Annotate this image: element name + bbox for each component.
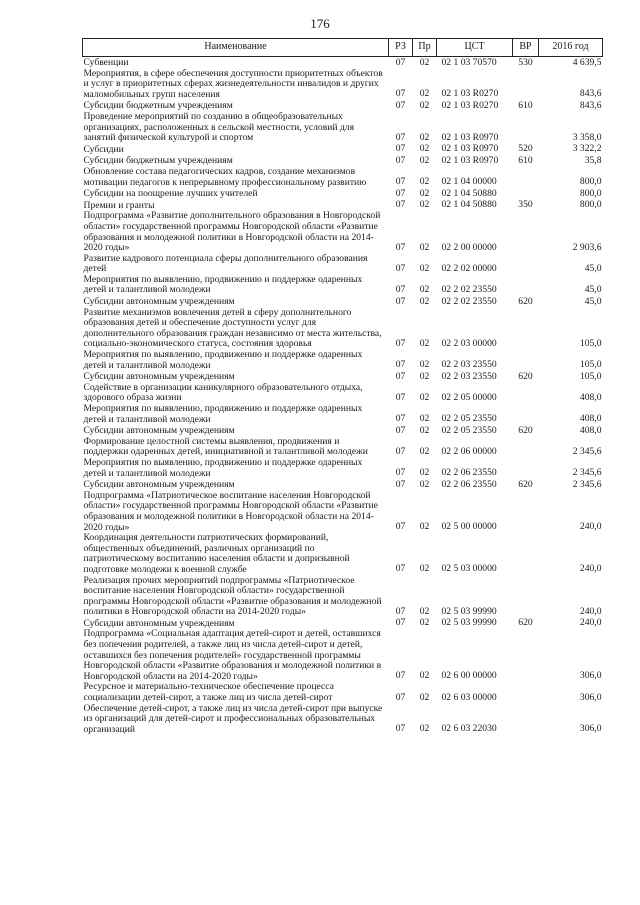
row-sum: 408,0 — [579, 424, 602, 436]
row-vr: 610 — [518, 154, 533, 166]
table-body — [83, 57, 603, 736]
row-cst: 02 2 05 23550 — [441, 413, 497, 425]
row-rz: 07 — [395, 99, 406, 111]
row-vr — [513, 629, 539, 682]
table-row — [83, 576, 603, 618]
row-name: Субсидии автономным учреждениям — [83, 617, 235, 629]
row-sum: 240,0 — [579, 617, 602, 629]
row-name: Субсидии автономным учреждениям — [83, 479, 235, 491]
row-name: Развитие механизмов вовлечения детей в сферу дополнительного образования детей и обеспечение доступности услуг для дополнительного образования граждан независимо от места жительства, социально-экономического статуса, состояния здоровья — [83, 306, 382, 350]
page-number: 176 — [310, 16, 330, 31]
table-row — [83, 167, 603, 188]
row-pr: 02 — [419, 199, 430, 211]
row-vr — [513, 275, 539, 296]
row-sum: 800,0 — [579, 187, 602, 199]
row-sum: 2 345,6 — [572, 467, 602, 479]
row-rz: 07 — [395, 521, 406, 533]
row-pr: 02 — [419, 262, 430, 274]
row-vr — [513, 188, 539, 200]
row-rz: 07 — [395, 154, 406, 166]
row-sum: 240,0 — [579, 605, 602, 617]
row-rz: 07 — [395, 262, 406, 274]
row-rz: 07 — [395, 359, 406, 371]
row-name: Субсидии на поощрение лучших учителей — [83, 188, 258, 200]
row-cst: 02 1 03 R0970 — [441, 143, 499, 155]
row-rz: 07 — [395, 563, 406, 575]
row-sum: 2 345,6 — [572, 445, 602, 457]
row-cst: 02 2 06 00000 — [441, 445, 497, 457]
table-row — [83, 112, 603, 144]
row-cst: 02 6 03 00000 — [441, 691, 497, 703]
row-rz: 07 — [395, 691, 406, 703]
row-sum: 2 903,6 — [572, 241, 602, 253]
row-name: Реализация прочих мероприятий подпрограммы «Патриотическое воспитание населения Новгородской области» государственной программы Новгородской области «Развитие образования и молодежной политики в Новгородской области на 2014-2020 годы» — [83, 574, 382, 618]
table-row — [83, 404, 603, 425]
row-pr: 02 — [419, 99, 430, 111]
table-row — [83, 254, 603, 275]
row-vr — [513, 458, 539, 479]
row-pr: 02 — [419, 154, 430, 166]
row-pr: 02 — [419, 176, 430, 188]
row-sum: 240,0 — [579, 521, 602, 533]
row-name: Субсидии — [83, 143, 124, 155]
row-cst: 02 1 04 00000 — [441, 176, 497, 188]
row-cst: 02 1 03 R0270 — [441, 88, 499, 100]
row-rz: 07 — [395, 478, 406, 490]
row-cst: 02 5 03 99990 — [441, 617, 497, 629]
row-rz: 07 — [395, 337, 406, 349]
row-pr: 02 — [419, 283, 430, 295]
row-vr — [513, 682, 539, 703]
table-row — [83, 57, 603, 69]
row-cst: 02 2 02 23550 — [441, 295, 497, 307]
row-rz: 07 — [395, 295, 406, 307]
table-header — [83, 39, 603, 57]
row-name: Подпрограмма «Развитие дополнительного образования в Новгородской области» государственной программы Новгородской области «Развитие образования и молодежной политики в Новгородской области на 2014-2020 годы» — [83, 210, 381, 254]
table-row — [83, 188, 603, 200]
row-sum: 4 639,5 — [572, 56, 602, 68]
row-name: Формирование целостной системы выявления, продвижения и поддержки одаренных детей, инициативной и талантливой молодежи — [83, 435, 368, 458]
table-row — [83, 479, 603, 491]
row-cst: 02 2 05 00000 — [441, 391, 497, 403]
row-rz: 07 — [395, 176, 406, 188]
table-row — [83, 211, 603, 253]
row-vr: 530 — [518, 56, 533, 68]
row-cst: 02 1 04 50880 — [441, 187, 497, 199]
header-rz: РЗ — [389, 39, 413, 57]
table-row — [83, 533, 603, 575]
row-rz: 07 — [395, 199, 406, 211]
row-cst: 02 2 03 23550 — [441, 370, 497, 382]
table-row — [83, 69, 603, 101]
row-name: Мероприятия по выявлению, продвижению и поддержке одаренных детей и талантливой молодежи — [83, 273, 363, 296]
header-row — [83, 39, 603, 57]
row-rz: 07 — [395, 413, 406, 425]
row-vr — [513, 383, 539, 404]
row-rz: 07 — [395, 56, 406, 68]
row-pr: 02 — [419, 605, 430, 617]
row-name: Обновление состава педагогических кадров, создание механизмов мотивации педагогов к непрерывному профессиональному развитию — [83, 165, 367, 188]
row-rz: 07 — [395, 617, 406, 629]
row-cst: 02 5 00 00000 — [441, 521, 497, 533]
row-sum: 306,0 — [579, 723, 602, 735]
table-row — [83, 144, 603, 156]
row-cst: 02 2 02 23550 — [441, 283, 497, 295]
header-sum: 2016 год — [539, 39, 603, 57]
row-sum: 843,6 — [579, 99, 602, 111]
row-pr: 02 — [419, 563, 430, 575]
row-name: Субсидии бюджетным учреждениям — [83, 155, 233, 167]
row-rz: 07 — [395, 241, 406, 253]
row-cst: 02 5 03 00000 — [441, 563, 497, 575]
row-rz: 07 — [395, 670, 406, 682]
row-pr: 02 — [419, 723, 430, 735]
row-pr: 02 — [419, 187, 430, 199]
header-name: Наименование — [83, 39, 389, 57]
row-pr: 02 — [419, 521, 430, 533]
row-name: Премии и гранты — [83, 199, 155, 211]
row-name: Ресурсное и материально-техническое обеспечение процесса социализации детей-сирот, а также лиц из числа детей-сирот — [83, 681, 334, 704]
row-name: Субсидии автономным учреждениям — [83, 296, 235, 308]
row-name: Субсидии автономным учреждениям — [83, 425, 235, 437]
row-vr — [513, 112, 539, 144]
row-sum: 105,0 — [579, 359, 602, 371]
row-rz: 07 — [395, 143, 406, 155]
row-pr: 02 — [419, 445, 430, 457]
row-pr: 02 — [419, 424, 430, 436]
table-row — [83, 458, 603, 479]
row-pr: 02 — [419, 413, 430, 425]
row-rz: 07 — [395, 283, 406, 295]
header-vr: ВР — [513, 39, 539, 57]
row-vr — [513, 704, 539, 736]
row-cst: 02 2 06 23550 — [441, 467, 497, 479]
row-vr — [513, 308, 539, 350]
row-name: Координация деятельности патриотических формирований, общественных объединений, различных организаций по патриотическому воспитанию населения области и допризывной подготовке молодежи к военной службе — [83, 532, 350, 575]
row-pr: 02 — [419, 241, 430, 253]
row-sum: 408,0 — [579, 413, 602, 425]
row-rz: 07 — [395, 445, 406, 457]
table-row — [83, 682, 603, 703]
row-rz: 07 — [395, 723, 406, 735]
row-cst: 02 2 00 00000 — [441, 241, 497, 253]
row-pr: 02 — [419, 88, 430, 100]
table-row — [83, 296, 603, 308]
row-name: Подпрограмма «Социальная адаптация детей-сирот и детей, оставшихся без попечения родителей, а также лиц из числа детей-сирот и детей, оставшихся без попечения родителей» государственной программы Новгородской области «Развитие образования и молодежной политики в Новгородской области на 2014-2020 годы» — [83, 628, 382, 682]
header-cst: ЦСТ — [437, 39, 513, 57]
row-vr — [513, 437, 539, 458]
row-vr: 620 — [518, 370, 533, 382]
table-row — [83, 437, 603, 458]
row-pr: 02 — [419, 391, 430, 403]
row-rz: 07 — [395, 131, 406, 143]
row-sum: 45,0 — [584, 283, 602, 295]
row-sum: 800,0 — [579, 176, 602, 188]
row-sum: 45,0 — [584, 295, 602, 307]
row-pr: 02 — [419, 56, 430, 68]
row-pr: 02 — [419, 143, 430, 155]
row-name: Субвенции — [83, 57, 129, 68]
row-sum: 3 358,0 — [572, 131, 602, 143]
row-sum: 105,0 — [579, 370, 602, 382]
row-name: Мероприятия по выявлению, продвижению и поддержке одаренных детей и талантливой молодежи — [83, 456, 363, 479]
row-pr: 02 — [419, 359, 430, 371]
row-name: Субсидии автономным учреждениям — [83, 371, 235, 383]
row-vr: 620 — [518, 617, 533, 629]
row-rz: 07 — [395, 187, 406, 199]
row-vr: 620 — [518, 424, 533, 436]
row-pr: 02 — [419, 617, 430, 629]
row-sum: 240,0 — [579, 563, 602, 575]
row-vr: 620 — [518, 295, 533, 307]
table-row — [83, 629, 603, 682]
row-rz: 07 — [395, 424, 406, 436]
row-sum: 408,0 — [579, 391, 602, 403]
row-vr: 520 — [518, 143, 533, 155]
row-name: Подпрограмма «Патриотическое воспитание населения Новгородской области» государственной программы Новгородской области «Развитие образования и молодежной политики в Новгородской области на 2014-2020 годы» — [83, 489, 378, 533]
row-cst: 02 2 03 00000 — [441, 337, 497, 349]
row-pr: 02 — [419, 131, 430, 143]
row-sum: 2 345,6 — [572, 478, 602, 490]
table-row — [83, 350, 603, 371]
table-row — [83, 704, 603, 736]
table-row — [83, 275, 603, 296]
row-sum: 105,0 — [579, 337, 602, 349]
table-row — [83, 491, 603, 533]
row-vr — [513, 211, 539, 253]
row-name: Проведение мероприятий по созданию в общеобразовательных организациях, расположенных в сельской местности, условий для занятий физической культурой и спортом — [83, 110, 354, 144]
row-pr: 02 — [419, 467, 430, 479]
row-sum: 35,8 — [584, 154, 602, 166]
row-cst: 02 6 00 00000 — [441, 670, 497, 682]
row-name: Мероприятия по выявлению, продвижению и поддержке одаренных детей и талантливой молодежи — [83, 349, 363, 371]
row-pr: 02 — [419, 370, 430, 382]
row-pr: 02 — [419, 478, 430, 490]
row-cst: 02 6 03 22030 — [441, 723, 497, 735]
budget-table — [82, 38, 603, 735]
row-cst: 02 2 03 23550 — [441, 359, 497, 371]
row-pr: 02 — [419, 337, 430, 349]
row-sum: 306,0 — [579, 670, 602, 682]
row-rz: 07 — [395, 605, 406, 617]
row-vr — [513, 533, 539, 575]
table-row — [83, 308, 603, 350]
row-sum: 3 322,2 — [572, 143, 602, 155]
row-vr — [513, 167, 539, 188]
row-vr — [513, 404, 539, 425]
row-sum: 45,0 — [584, 262, 602, 274]
row-cst: 02 1 03 R0970 — [441, 131, 499, 143]
row-cst: 02 1 03 R0270 — [441, 99, 499, 111]
row-name: Развитие кадрового потенциала сферы дополнительного образования детей — [83, 252, 368, 275]
row-cst: 02 2 05 23550 — [441, 424, 497, 436]
table-row — [83, 383, 603, 404]
row-rz: 07 — [395, 467, 406, 479]
row-cst: 02 5 03 99990 — [441, 605, 497, 617]
row-cst: 02 2 02 00000 — [441, 262, 497, 274]
row-sum: 800,0 — [579, 199, 602, 211]
row-rz: 07 — [395, 370, 406, 382]
row-vr — [513, 350, 539, 371]
row-pr: 02 — [419, 295, 430, 307]
row-vr: 610 — [518, 99, 533, 111]
header-pr: Пр — [413, 39, 437, 57]
row-name: Субсидии бюджетным учреждениям — [83, 100, 233, 112]
row-vr: 350 — [518, 199, 533, 211]
row-pr: 02 — [419, 670, 430, 682]
row-cst: 02 1 03 70570 — [441, 56, 497, 68]
row-sum: 843,6 — [579, 88, 602, 100]
row-vr: 620 — [518, 478, 533, 490]
row-cst: 02 1 04 50880 — [441, 199, 497, 211]
row-rz: 07 — [395, 88, 406, 100]
row-rz: 07 — [395, 391, 406, 403]
row-cst: 02 1 03 R0970 — [441, 154, 499, 166]
row-vr — [513, 69, 539, 101]
row-cst: 02 2 06 23550 — [441, 478, 497, 490]
row-name: Содействие в организации каникулярного образовательного отдыха, здорового образа жизни — [83, 381, 363, 404]
row-name: Мероприятия, в сфере обеспечения доступности приоритетных объектов и услуг в приоритетных сферах жизнедеятельности инвалидов и других маломобильных групп населения — [83, 67, 383, 100]
row-vr — [513, 576, 539, 618]
row-pr: 02 — [419, 691, 430, 703]
row-vr — [513, 491, 539, 533]
row-vr — [513, 254, 539, 275]
row-sum: 306,0 — [579, 691, 602, 703]
row-name: Обеспечение детей-сирот, а также лиц из числа детей-сирот при выпуске из организаций для детей-сирот и профессиональных образовательных организаций — [83, 702, 383, 735]
row-name: Мероприятия по выявлению, продвижению и поддержке одаренных детей и талантливой молодежи — [83, 403, 363, 425]
